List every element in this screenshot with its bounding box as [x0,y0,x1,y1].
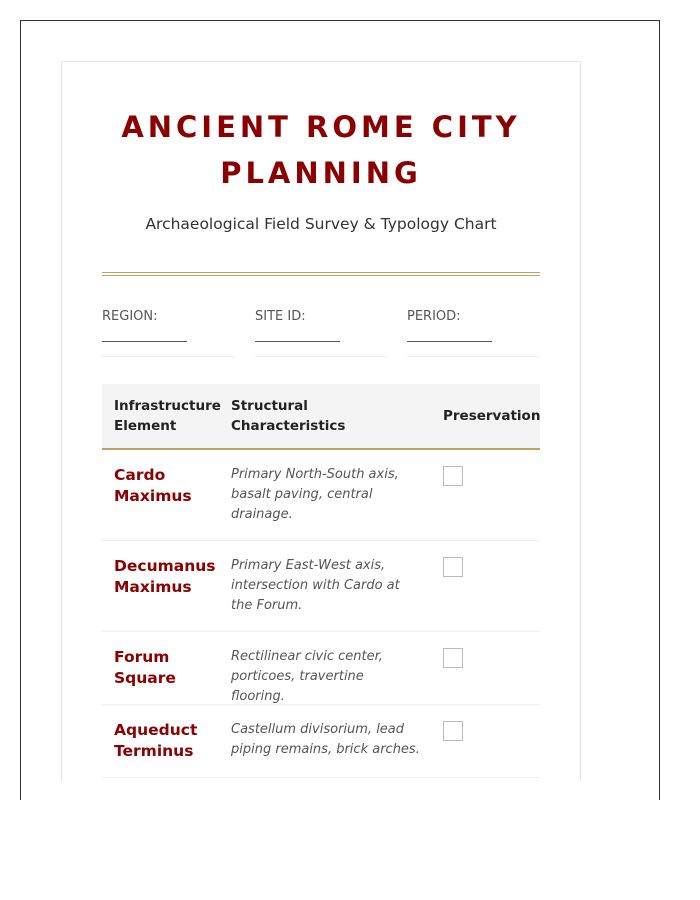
period-fill-line[interactable] [407,341,492,342]
element-name: Forum Square [114,648,176,687]
preservation-checkbox[interactable] [443,648,463,668]
element-name: Aqueduct Terminus [114,721,198,760]
element-characteristics: Primary East-West axis, intersection with Cardo at the Forum. [231,558,400,613]
region-label: REGION: [102,309,158,324]
period-label: PERIOD: [407,309,461,324]
element-characteristics: Primary North-South axis, basalt paving, central drainage. [231,467,399,522]
region-field[interactable] [102,308,235,357]
element-characteristics: Castellum divisorium, lead piping remains, brick arches. [231,722,420,757]
site-id-fill-line[interactable] [255,341,340,342]
preservation-checkbox[interactable] [443,466,463,486]
preservation-checkbox[interactable] [443,557,463,577]
column-header-preservation: Preservation [443,408,541,424]
table-header [102,384,540,450]
element-characteristics: Rectilinear civic center, porticoes, travertine flooring. [231,649,383,704]
element-name: Cardo Maximus [114,466,192,505]
survey-card [61,61,581,781]
table-row [102,450,540,541]
element-name: Decumanus Maximus [114,557,216,596]
column-header-characteristics: Structural Characteristics [231,398,346,434]
region-fill-line[interactable] [102,341,187,342]
title-divider [102,272,540,276]
page-subtitle: Archaeological Field Survey & Typology Chart [145,215,497,233]
table-row [102,705,540,778]
site-id-field[interactable] [255,308,388,357]
site-id-label: SITE ID: [255,309,306,324]
typology-table [102,384,540,778]
preservation-checkbox[interactable] [443,721,463,741]
period-field[interactable] [407,308,540,357]
column-header-element: Infrastructure Element [114,398,221,434]
table-row [102,541,540,632]
page-title: ANCIENT ROME CITY PLANNING [121,110,521,190]
table-row [102,632,540,705]
